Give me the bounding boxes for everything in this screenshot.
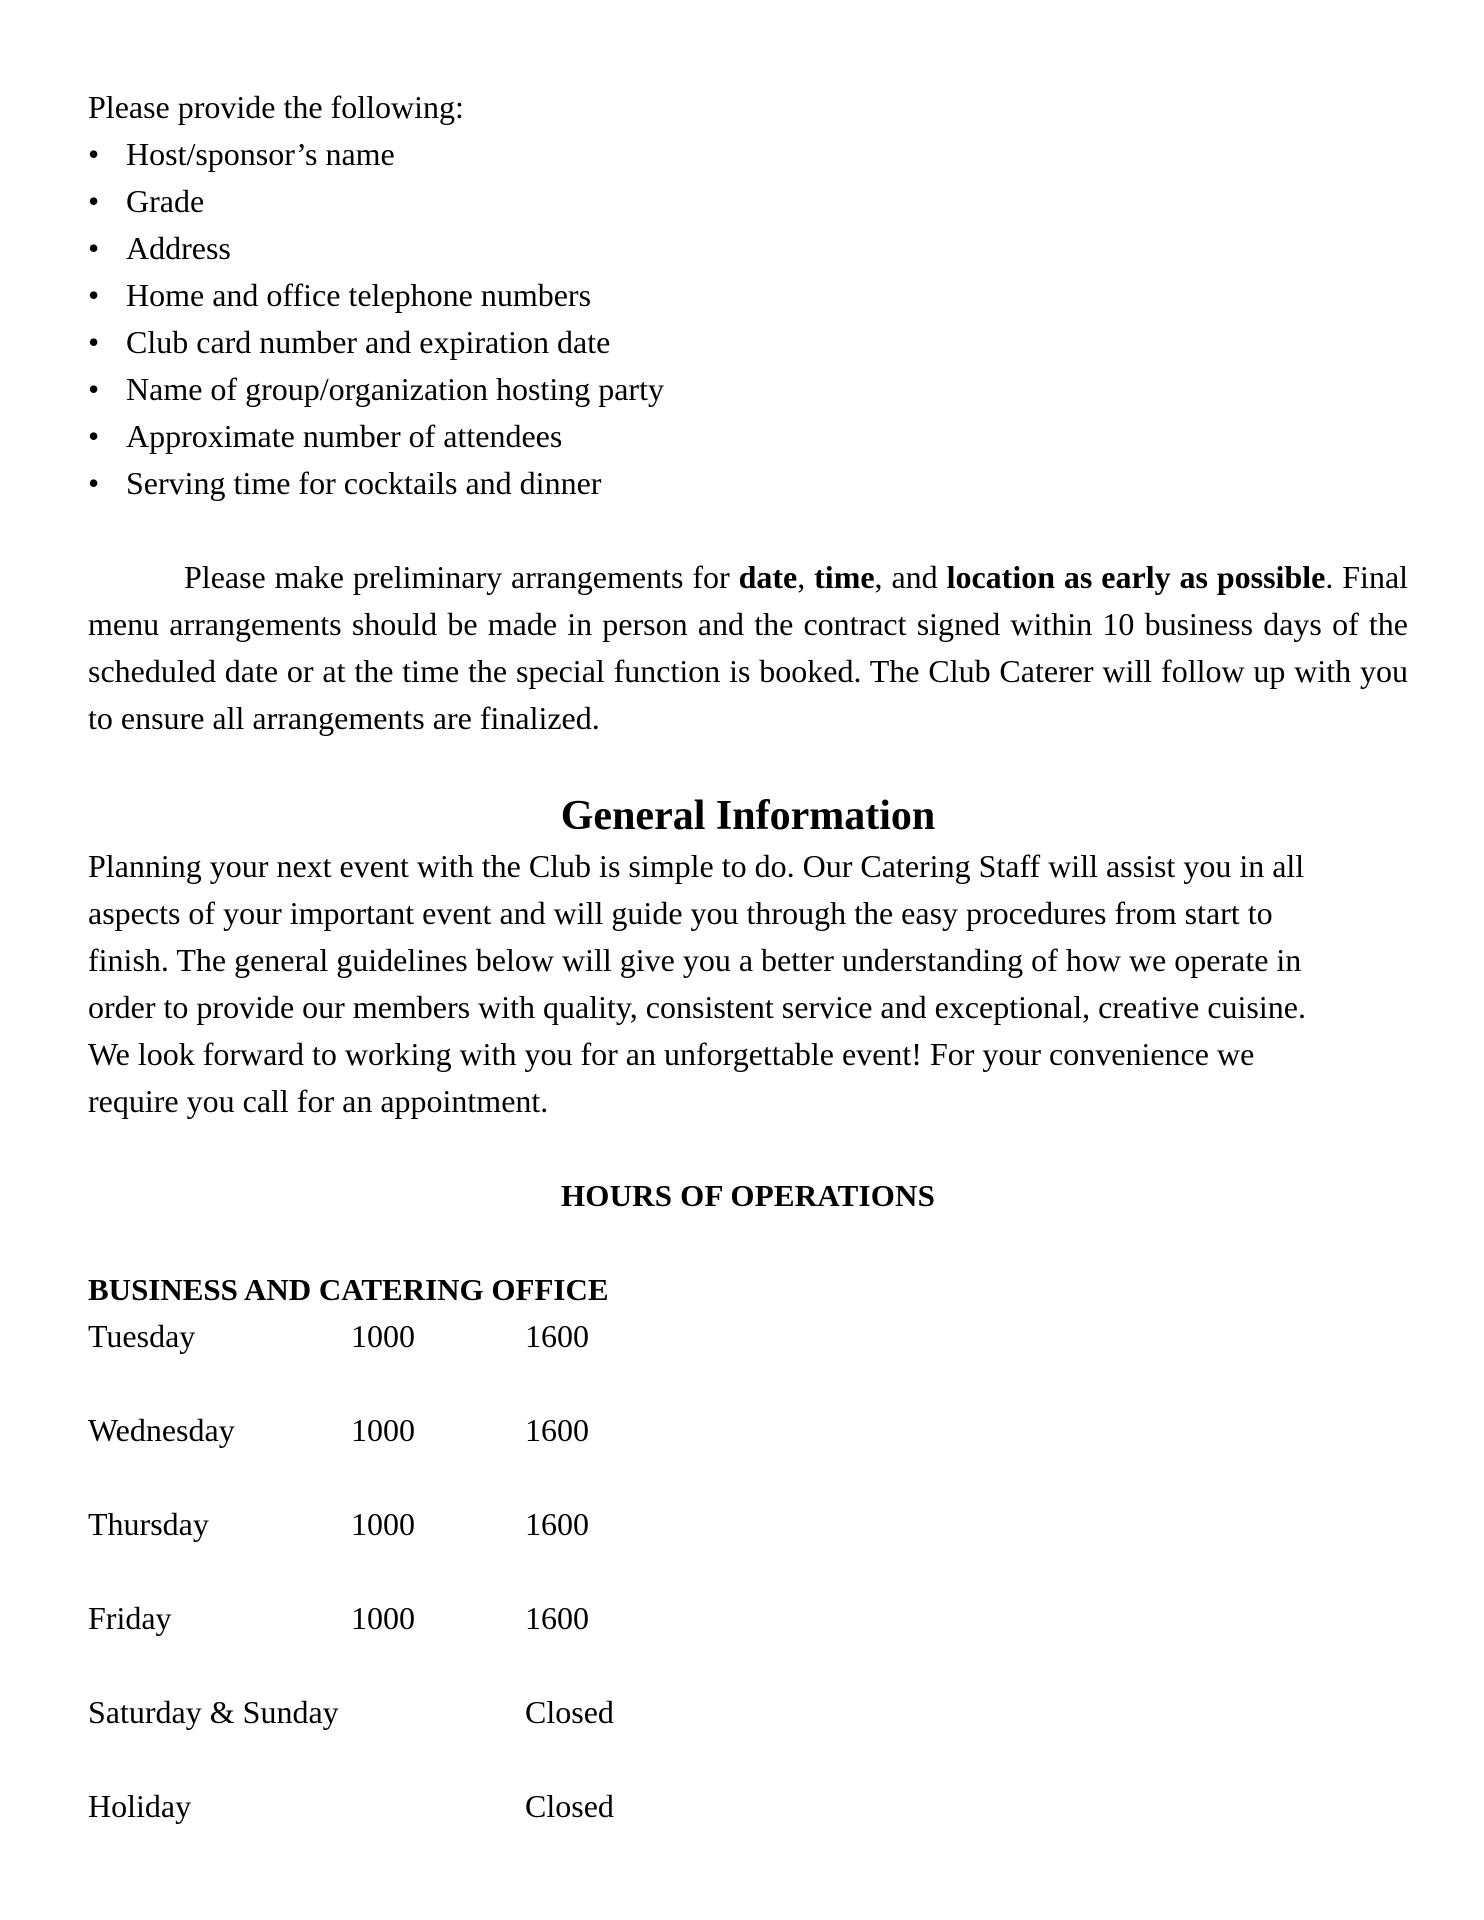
arrangements-lead: Please make preliminary arrangements for [184, 559, 739, 595]
general-information-title: General Information [560, 793, 936, 839]
open-time-cell: 1000 [351, 1506, 415, 1542]
open-time-cell: 1000 [351, 1600, 415, 1636]
list-item [88, 460, 1408, 507]
list-item-text: Home and office telephone numbers [126, 277, 592, 313]
paragraph-line: order to provide our members with quality, consistent service and exceptional, creative cuisine. [88, 989, 1306, 1025]
paragraph-line: We look forward to working with you for an unforgettable event! For your convenience we [88, 1036, 1255, 1072]
bullet-icon: • [88, 230, 100, 266]
close-time-cell: Closed [525, 1694, 614, 1730]
list-item-text: Grade [126, 183, 205, 219]
close-time-cell: Closed [525, 1788, 614, 1824]
bullet-icon: • [88, 465, 100, 501]
close-time-cell: 1600 [525, 1412, 589, 1448]
bullet-icon: • [88, 136, 100, 172]
arrangements-comma: , [797, 559, 815, 595]
arrangements-time: time [814, 559, 875, 595]
day-cell: Holiday [88, 1788, 192, 1824]
list-item-text: Approximate number of attendees [126, 418, 563, 454]
arrangements-date: date [738, 559, 798, 595]
requirements-intro: Please provide the following: [88, 89, 464, 125]
bullet-icon: • [88, 183, 100, 219]
table-row [88, 1783, 1408, 1830]
arrangements-location: location as early as possible [946, 559, 1326, 595]
arrangements-and: , and [874, 559, 947, 595]
close-time-cell: 1600 [525, 1600, 589, 1636]
office-title: BUSINESS AND CATERING OFFICE [88, 1272, 609, 1307]
bullet-icon: • [88, 371, 100, 407]
list-item [88, 225, 1408, 272]
document-page [88, 84, 1408, 1877]
hours-of-operations-title: HOURS OF OPERATIONS [560, 1178, 936, 1213]
day-cell: Wednesday [88, 1412, 235, 1448]
day-cell: Saturday & Sunday [88, 1694, 339, 1730]
list-item-text: Club card number and expiration date [126, 324, 611, 360]
arrangements-paragraph [88, 554, 1408, 742]
bullet-icon: • [88, 418, 100, 454]
list-item [88, 366, 1408, 413]
paragraph-line: aspects of your important event and will guide you through the easy procedures from start to [88, 895, 1273, 931]
arrangements-rest: Final menu arrangements should be made in person and the contract signed within 10 business days of the scheduled date or at the time the special function is booked. The Club Caterer will follow up with you to ensure all arrangements are finalized. [88, 559, 1409, 736]
list-item [88, 131, 1408, 178]
bullet-icon: • [88, 324, 100, 360]
list-item-text: Address [126, 230, 231, 266]
list-item-text: Name of group/organization hosting party [126, 371, 664, 407]
bullet-icon: • [88, 277, 100, 313]
close-time-cell: 1600 [525, 1506, 589, 1542]
table-row [88, 1313, 1408, 1360]
open-time-cell: 1000 [351, 1412, 415, 1448]
day-cell: Thursday [88, 1506, 209, 1542]
list-item-text: Serving time for cocktails and dinner [126, 465, 602, 501]
close-time-cell: 1600 [525, 1318, 589, 1354]
day-cell: Friday [88, 1600, 172, 1636]
table-row [88, 1689, 1408, 1736]
arrangements-period: . [1325, 559, 1334, 595]
paragraph-line: finish. The general guidelines below will give you a better understanding of how we operate in [88, 942, 1302, 978]
requirements-list [88, 131, 1408, 507]
list-item [88, 319, 1408, 366]
list-item [88, 413, 1408, 460]
list-item [88, 272, 1408, 319]
general-information-paragraph [88, 843, 1408, 1125]
list-item [88, 178, 1408, 225]
open-time-cell: 1000 [351, 1318, 415, 1354]
paragraph-line: Planning your next event with the Club is simple to do. Our Catering Staff will assist you in all [88, 848, 1305, 884]
hours-table [88, 1313, 1408, 1830]
paragraph-line: require you call for an appointment. [88, 1083, 549, 1119]
table-row [88, 1595, 1408, 1642]
table-row [88, 1407, 1408, 1454]
table-row [88, 1501, 1408, 1548]
list-item-text: Host/sponsor’s name [126, 136, 395, 172]
day-cell: Tuesday [88, 1318, 196, 1354]
